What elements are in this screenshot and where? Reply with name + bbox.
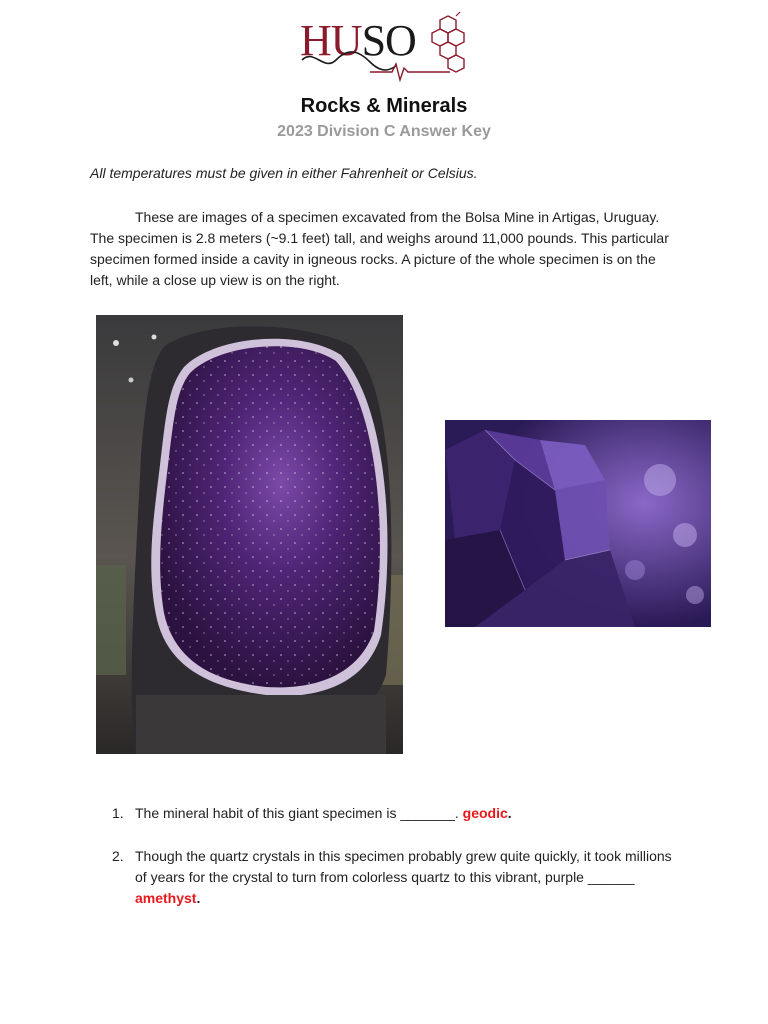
answer-text: geodic bbox=[462, 805, 508, 821]
question-1: 1. The mineral habit of this giant specimen is _______. geodic. bbox=[112, 803, 682, 825]
geode-whole-photo bbox=[96, 315, 403, 754]
question-text: Though the quartz crystals in this specimen probably grew quite quickly, it took millions of years for the crystal to turn from colorless quartz to this vibrant, purple ______ bbox=[135, 848, 672, 885]
page-title: Rocks & Minerals bbox=[300, 95, 468, 117]
molecule-wave-icon bbox=[300, 10, 470, 82]
page-subtitle: 2023 Division C Answer Key bbox=[277, 123, 491, 140]
answer-text: amethyst bbox=[135, 890, 197, 906]
question-number: 1. bbox=[112, 805, 124, 821]
question-number: 2. bbox=[112, 848, 124, 864]
question-2: 2. Though the quartz crystals in this specimen probably grew quite quickly, it took millions of years for the crystal to turn from colorless quartz to this vibrant, purple ______ amethyst. bbox=[112, 848, 672, 906]
temperature-note: All temperatures must be given in either Fahrenheit or Celsius. bbox=[90, 165, 478, 181]
question-text: The mineral habit of this giant specimen is _______. bbox=[135, 805, 459, 821]
logo-wordmark: HUSO bbox=[300, 16, 416, 65]
amethyst-closeup-photo bbox=[445, 420, 711, 627]
intro-paragraph: These are images of a specimen excavated from the Bolsa Mine in Artigas, Uruguay. The specimen is 2.8 meters (~9.1 feet) tall, and weighs around 11,000 pounds. This particular specimen formed inside a cavity in igneous rocks. A picture of the whole specimen is on the left, while a close up view is on the right. bbox=[90, 209, 669, 288]
huso-logo bbox=[300, 10, 470, 82]
